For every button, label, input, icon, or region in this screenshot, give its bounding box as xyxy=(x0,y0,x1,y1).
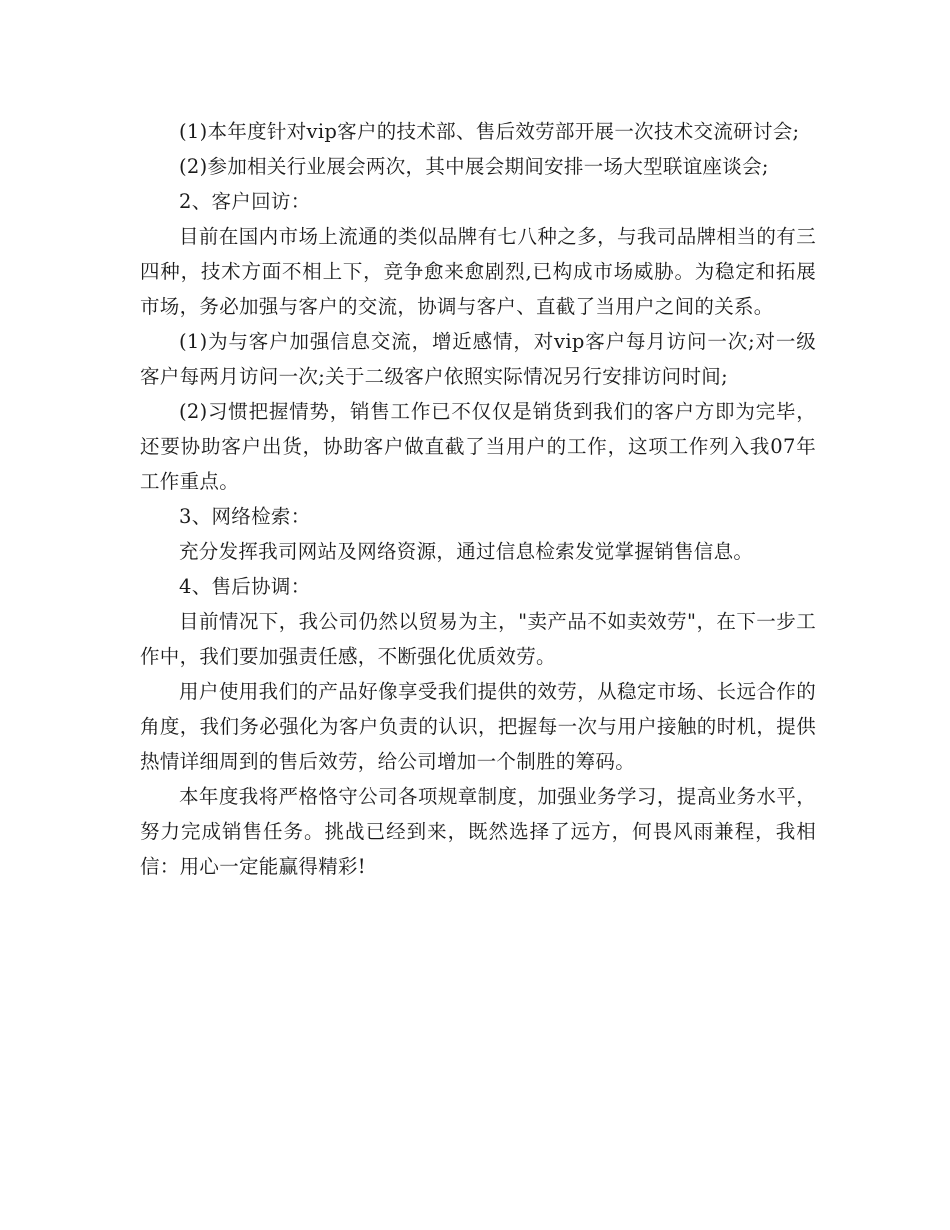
paragraph-vip-seminar: (1)本年度针对vip客户的技术部、售后效劳部开展一次技术交流研讨会; xyxy=(179,120,800,143)
paragraph-trade-show: (2)参加相关行业展会两次，其中展会期间安排一场大型联谊座谈会; xyxy=(179,155,769,178)
paragraph-network-resources: 充分发挥我司网站及网络资源，通过信息检索发觉掌握销售信息。 xyxy=(179,540,754,563)
paragraph-service-quality: 目前情况下，我公司仍然以贸易为主，"卖产品不如卖效劳"，在下一步工作中，我们要加强责任感，不断强化优质效劳。 xyxy=(140,610,816,668)
heading-customer-visits: 2、客户回访： xyxy=(179,190,311,213)
paragraph-closing: 本年度我将严格恪守公司各项规章制度，加强业务学习，提高业务水平，努力完成销售任务。挑战已经到来，既然选择了远方，何畏风雨兼程，我相信：用心一定能赢得精彩! xyxy=(140,785,816,878)
paragraph-sales-support: (2)习惯把握情势，销售工作已不仅仅是销货到我们的客户方即为完毕，还要协助客户出货，协助客户做直截了当用户的工作，这项工作列入我07年工作重点。 xyxy=(140,400,816,493)
paragraph-customer-responsibility: 用户使用我们的产品好像享受我们提供的效劳，从稳定市场、长远合作的角度，我们务必强化为客户负责的认识，把握每一次与用户接触的时机，提供热情详细周到的售后效劳，给公司增加一个制胜的筹码。 xyxy=(140,680,816,773)
heading-after-sales: 4、售后协调： xyxy=(179,575,311,598)
paragraph-visit-schedule: (1)为与客户加强信息交流，增近感情，对vip客户每月访问一次;对一级客户每两月访问一次;关于二级客户依照实际情况另行安排访问时间; xyxy=(140,330,816,388)
paragraph-market-competition: 目前在国内市场上流通的类似品牌有七八种之多，与我司品牌相当的有三四种，技术方面不相上下，竞争愈来愈剧烈,已构成市场威胁。为稳定和拓展市场，务必加强与客户的交流，协调与客户、直截了当用户之间的关系。 xyxy=(140,225,816,318)
heading-network-search: 3、网络检索： xyxy=(179,505,311,528)
document-body xyxy=(140,114,816,884)
